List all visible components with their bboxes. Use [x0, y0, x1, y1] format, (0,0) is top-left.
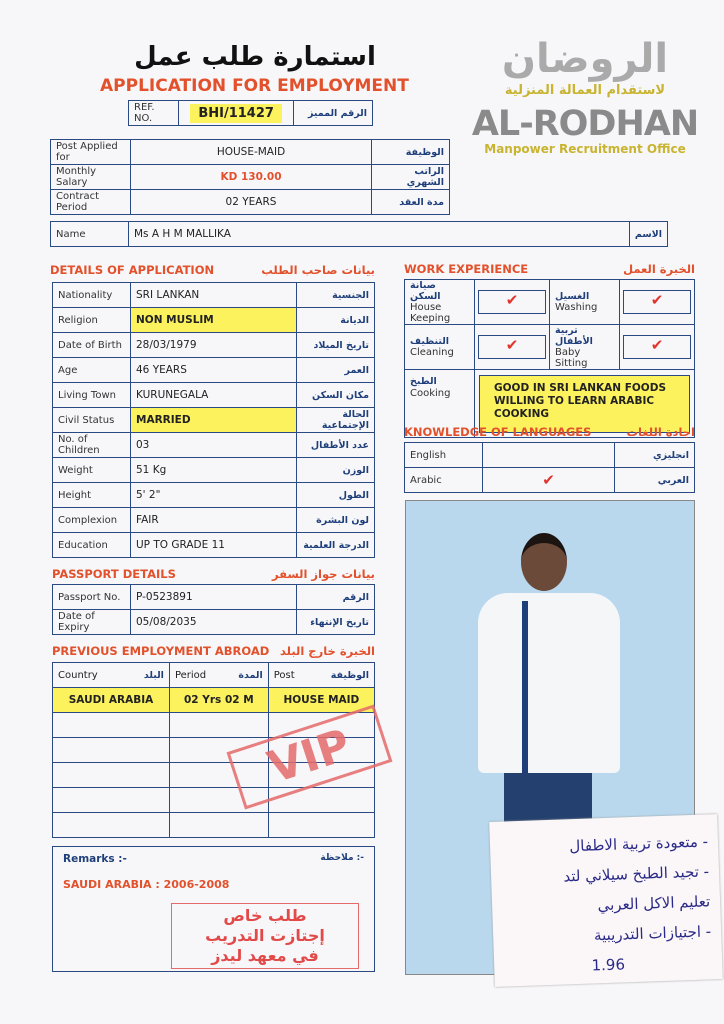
- cooking-note: GOOD IN SRI LANKAN FOODS WILLING TO LEARN ARABIC COOKING: [479, 375, 690, 433]
- ref-label-ar: الرقم المميز: [294, 101, 373, 126]
- work-heading: WORK EXPERIENCE الخبرة العمل: [404, 262, 695, 276]
- work-table: صيانة السكن House Keeping ✔ الغسيل Washing ✔ التنظيف Cleaning ✔ تربية الأطفال Baby Sitting ✔ الطبخ Cooking GOOD IN SRI LANKAN FOODS WILLING TO LEARN ARABIC COOKING: [404, 279, 695, 438]
- checkbox-washing[interactable]: ✔: [623, 290, 691, 314]
- remarks-box: Remarks :- ملاحظة :- SAUDI ARABIA : 2006-2008 طلب خاص إجتازت التدريب في معهد ليدز: [52, 846, 375, 972]
- table-row: Arabic ✔ العربي: [405, 468, 695, 493]
- table-row: Complexion FAIR لون البشرة: [53, 508, 375, 533]
- table-row: Religion NON MUSLIM الديانة: [53, 308, 375, 333]
- job-table: [50, 139, 450, 215]
- note-line: - اجتيازات التدريبية: [593, 922, 712, 945]
- table-row: English انجليزي: [405, 443, 695, 468]
- ref-number: BHI/11427: [190, 104, 282, 123]
- table-row: Age 46 YEARS العمر: [53, 358, 375, 383]
- table-row: Education UP TO GRADE 11 الدرجة العلمية: [53, 533, 375, 558]
- table-row: Nationality SRI LANKAN الجنسية: [53, 283, 375, 308]
- table-row: No. of Children 03 عدد الأطفال: [53, 433, 375, 458]
- details-table: [52, 282, 375, 558]
- table-row: Civil Status MARRIED الحالة الإجتماعية: [53, 408, 375, 433]
- name-row: Name Ms A H M MALLIKA الاسم: [50, 221, 668, 247]
- ref-box: [128, 100, 373, 126]
- table-row: Weight 51 Kg الوزن: [53, 458, 375, 483]
- logo: الروضان لاستقدام العمالة المنزلية AL-RODHAN Manpower Recruitment Office: [471, 36, 699, 156]
- column-header: Period المدة: [169, 663, 268, 688]
- table-row: [53, 813, 375, 838]
- languages-heading: KNOWLEDGE OF LANGUAGES اجادة اللغات: [404, 425, 695, 439]
- checkbox-baby-sitting[interactable]: ✔: [623, 335, 691, 359]
- note-line: تعليم الاكل العربي: [597, 892, 711, 915]
- table-row: Height 5' 2" الطول: [53, 483, 375, 508]
- table-row: Post Applied for HOUSE-MAID الوظيفة: [51, 140, 450, 165]
- form-title-ar: استمارة طلب عمل: [134, 42, 376, 72]
- passport-heading: PASSPORT DETAILS بيانات جواز السفر: [52, 567, 375, 581]
- table-row: Date of Expiry 05/08/2035 تاريخ الإنتهاء: [53, 610, 375, 635]
- checkbox-cleaning[interactable]: ✔: [478, 335, 546, 359]
- languages-table: [404, 442, 695, 493]
- table-row: Monthly Salary KD 130.00 الراتب الشهري: [51, 165, 450, 190]
- column-header: Country البلد: [53, 663, 170, 688]
- form-title: APPLICATION FOR EMPLOYMENT: [100, 76, 409, 96]
- person-head: [521, 533, 567, 591]
- table-row: [53, 788, 375, 813]
- person-uniform: [478, 593, 620, 773]
- vip-stamp: VIP: [227, 705, 393, 810]
- handwritten-note: [489, 814, 723, 987]
- note-line: - تجيد الطبخ سيلاني لتد: [563, 862, 710, 886]
- details-heading: DETAILS OF APPLICATION بيانات صاحب الطلب: [50, 263, 375, 277]
- table-row: Date of Birth 28/03/1979 تاريخ الميلاد: [53, 333, 375, 358]
- column-header: Post الوظيفة: [268, 663, 374, 688]
- table-row: SAUDI ARABIA 02 Yrs 02 M HOUSE MAID: [53, 688, 375, 713]
- remarks-value: SAUDI ARABIA : 2006-2008: [63, 878, 230, 891]
- table-row: Passport No. P-0523891 الرقم: [53, 585, 375, 610]
- applicant-name: Ms A H M MALLIKA: [129, 222, 630, 247]
- note-line: 1.96: [591, 955, 626, 975]
- special-stamp: طلب خاص إجتازت التدريب في معهد ليدز: [171, 903, 359, 969]
- checkbox-house-keeping[interactable]: ✔: [478, 290, 546, 314]
- ref-label: REF. NO.: [129, 101, 179, 126]
- table-row: Contract Period 02 YEARS مدة العقد: [51, 190, 450, 215]
- passport-table: [52, 584, 375, 635]
- previous-heading: PREVIOUS EMPLOYMENT ABROAD الخبرة خارج البلد: [52, 644, 375, 658]
- table-row: Living Town KURUNEGALA مكان السكن: [53, 383, 375, 408]
- note-line: - متعودة تربية الاطفال: [569, 832, 709, 856]
